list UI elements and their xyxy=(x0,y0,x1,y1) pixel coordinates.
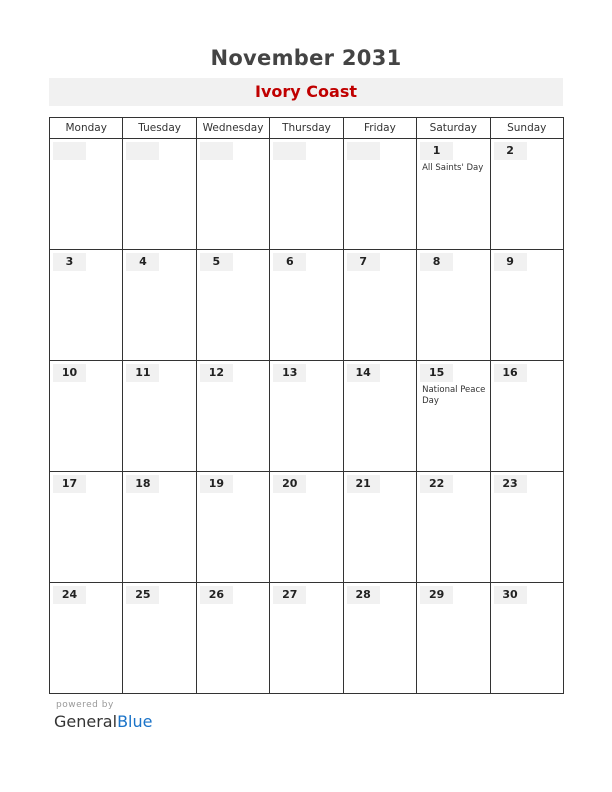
day-cell xyxy=(196,250,269,361)
day-cell xyxy=(270,139,343,250)
day-number: 26 xyxy=(200,586,233,604)
day-number xyxy=(347,142,380,160)
day-cell xyxy=(490,139,563,250)
day-number: 20 xyxy=(273,475,306,493)
day-number: 3 xyxy=(53,253,86,271)
day-cell xyxy=(417,139,490,250)
holiday-label: National Peace Day xyxy=(422,385,486,406)
weekday-header: Wednesday xyxy=(196,118,269,139)
day-number: 27 xyxy=(273,586,306,604)
week-row xyxy=(50,472,564,583)
weekday-header-row xyxy=(50,118,564,139)
weekday-header: Thursday xyxy=(270,118,343,139)
day-cell xyxy=(123,361,196,472)
holiday-label: All Saints' Day xyxy=(422,163,484,173)
day-cell xyxy=(270,361,343,472)
day-number: 15 xyxy=(420,364,453,382)
day-cell xyxy=(490,583,563,694)
day-number: 19 xyxy=(200,475,233,493)
day-number: 22 xyxy=(420,475,453,493)
day-number: 23 xyxy=(494,475,527,493)
day-cell xyxy=(123,583,196,694)
day-number: 30 xyxy=(494,586,527,604)
day-cell xyxy=(50,361,123,472)
generalblue-logo xyxy=(54,712,152,731)
day-cell xyxy=(490,472,563,583)
powered-by-text: powered by xyxy=(56,700,114,710)
day-number: 7 xyxy=(347,253,380,271)
weekday-header: Tuesday xyxy=(123,118,196,139)
day-cell xyxy=(490,250,563,361)
day-number xyxy=(53,142,86,160)
day-number: 14 xyxy=(347,364,380,382)
day-cell xyxy=(50,139,123,250)
week-row xyxy=(50,583,564,694)
day-number: 6 xyxy=(273,253,306,271)
day-cell xyxy=(196,472,269,583)
weekday-header: Monday xyxy=(50,118,123,139)
day-number xyxy=(126,142,159,160)
day-cell xyxy=(343,472,416,583)
day-cell xyxy=(196,583,269,694)
day-number: 10 xyxy=(53,364,86,382)
day-cell xyxy=(123,139,196,250)
day-number: 18 xyxy=(126,475,159,493)
day-cell xyxy=(417,361,490,472)
day-number: 11 xyxy=(126,364,159,382)
day-number: 17 xyxy=(53,475,86,493)
week-row xyxy=(50,139,564,250)
day-cell xyxy=(343,139,416,250)
day-number: 5 xyxy=(200,253,233,271)
day-cell xyxy=(123,250,196,361)
week-row xyxy=(50,361,564,472)
weekday-header: Saturday xyxy=(417,118,490,139)
day-number xyxy=(200,142,233,160)
day-number: 29 xyxy=(420,586,453,604)
brand-general: General xyxy=(54,712,118,731)
day-cell xyxy=(270,250,343,361)
day-cell xyxy=(196,139,269,250)
day-number xyxy=(273,142,306,160)
day-number: 9 xyxy=(494,253,527,271)
day-number: 21 xyxy=(347,475,380,493)
weekday-header: Sunday xyxy=(490,118,563,139)
day-number: 16 xyxy=(494,364,527,382)
day-number: 25 xyxy=(126,586,159,604)
day-cell xyxy=(50,250,123,361)
day-number: 13 xyxy=(273,364,306,382)
day-cell xyxy=(123,472,196,583)
day-cell xyxy=(417,250,490,361)
day-cell xyxy=(343,361,416,472)
brand-blue: Blue xyxy=(117,712,153,731)
day-cell xyxy=(417,472,490,583)
day-number: 4 xyxy=(126,253,159,271)
day-cell xyxy=(50,583,123,694)
day-cell xyxy=(270,472,343,583)
day-number: 1 xyxy=(420,142,453,160)
day-cell xyxy=(50,472,123,583)
day-cell xyxy=(196,361,269,472)
day-cell xyxy=(417,583,490,694)
day-cell xyxy=(270,583,343,694)
day-cell xyxy=(343,250,416,361)
day-cell xyxy=(343,583,416,694)
day-number: 12 xyxy=(200,364,233,382)
calendar-grid xyxy=(49,117,564,694)
day-number: 8 xyxy=(420,253,453,271)
day-number: 28 xyxy=(347,586,380,604)
day-cell xyxy=(490,361,563,472)
day-number: 24 xyxy=(53,586,86,604)
country-label: Ivory Coast xyxy=(49,78,563,106)
weekday-header: Friday xyxy=(343,118,416,139)
page-title: November 2031 xyxy=(210,46,402,70)
week-row xyxy=(50,250,564,361)
day-number: 2 xyxy=(494,142,527,160)
